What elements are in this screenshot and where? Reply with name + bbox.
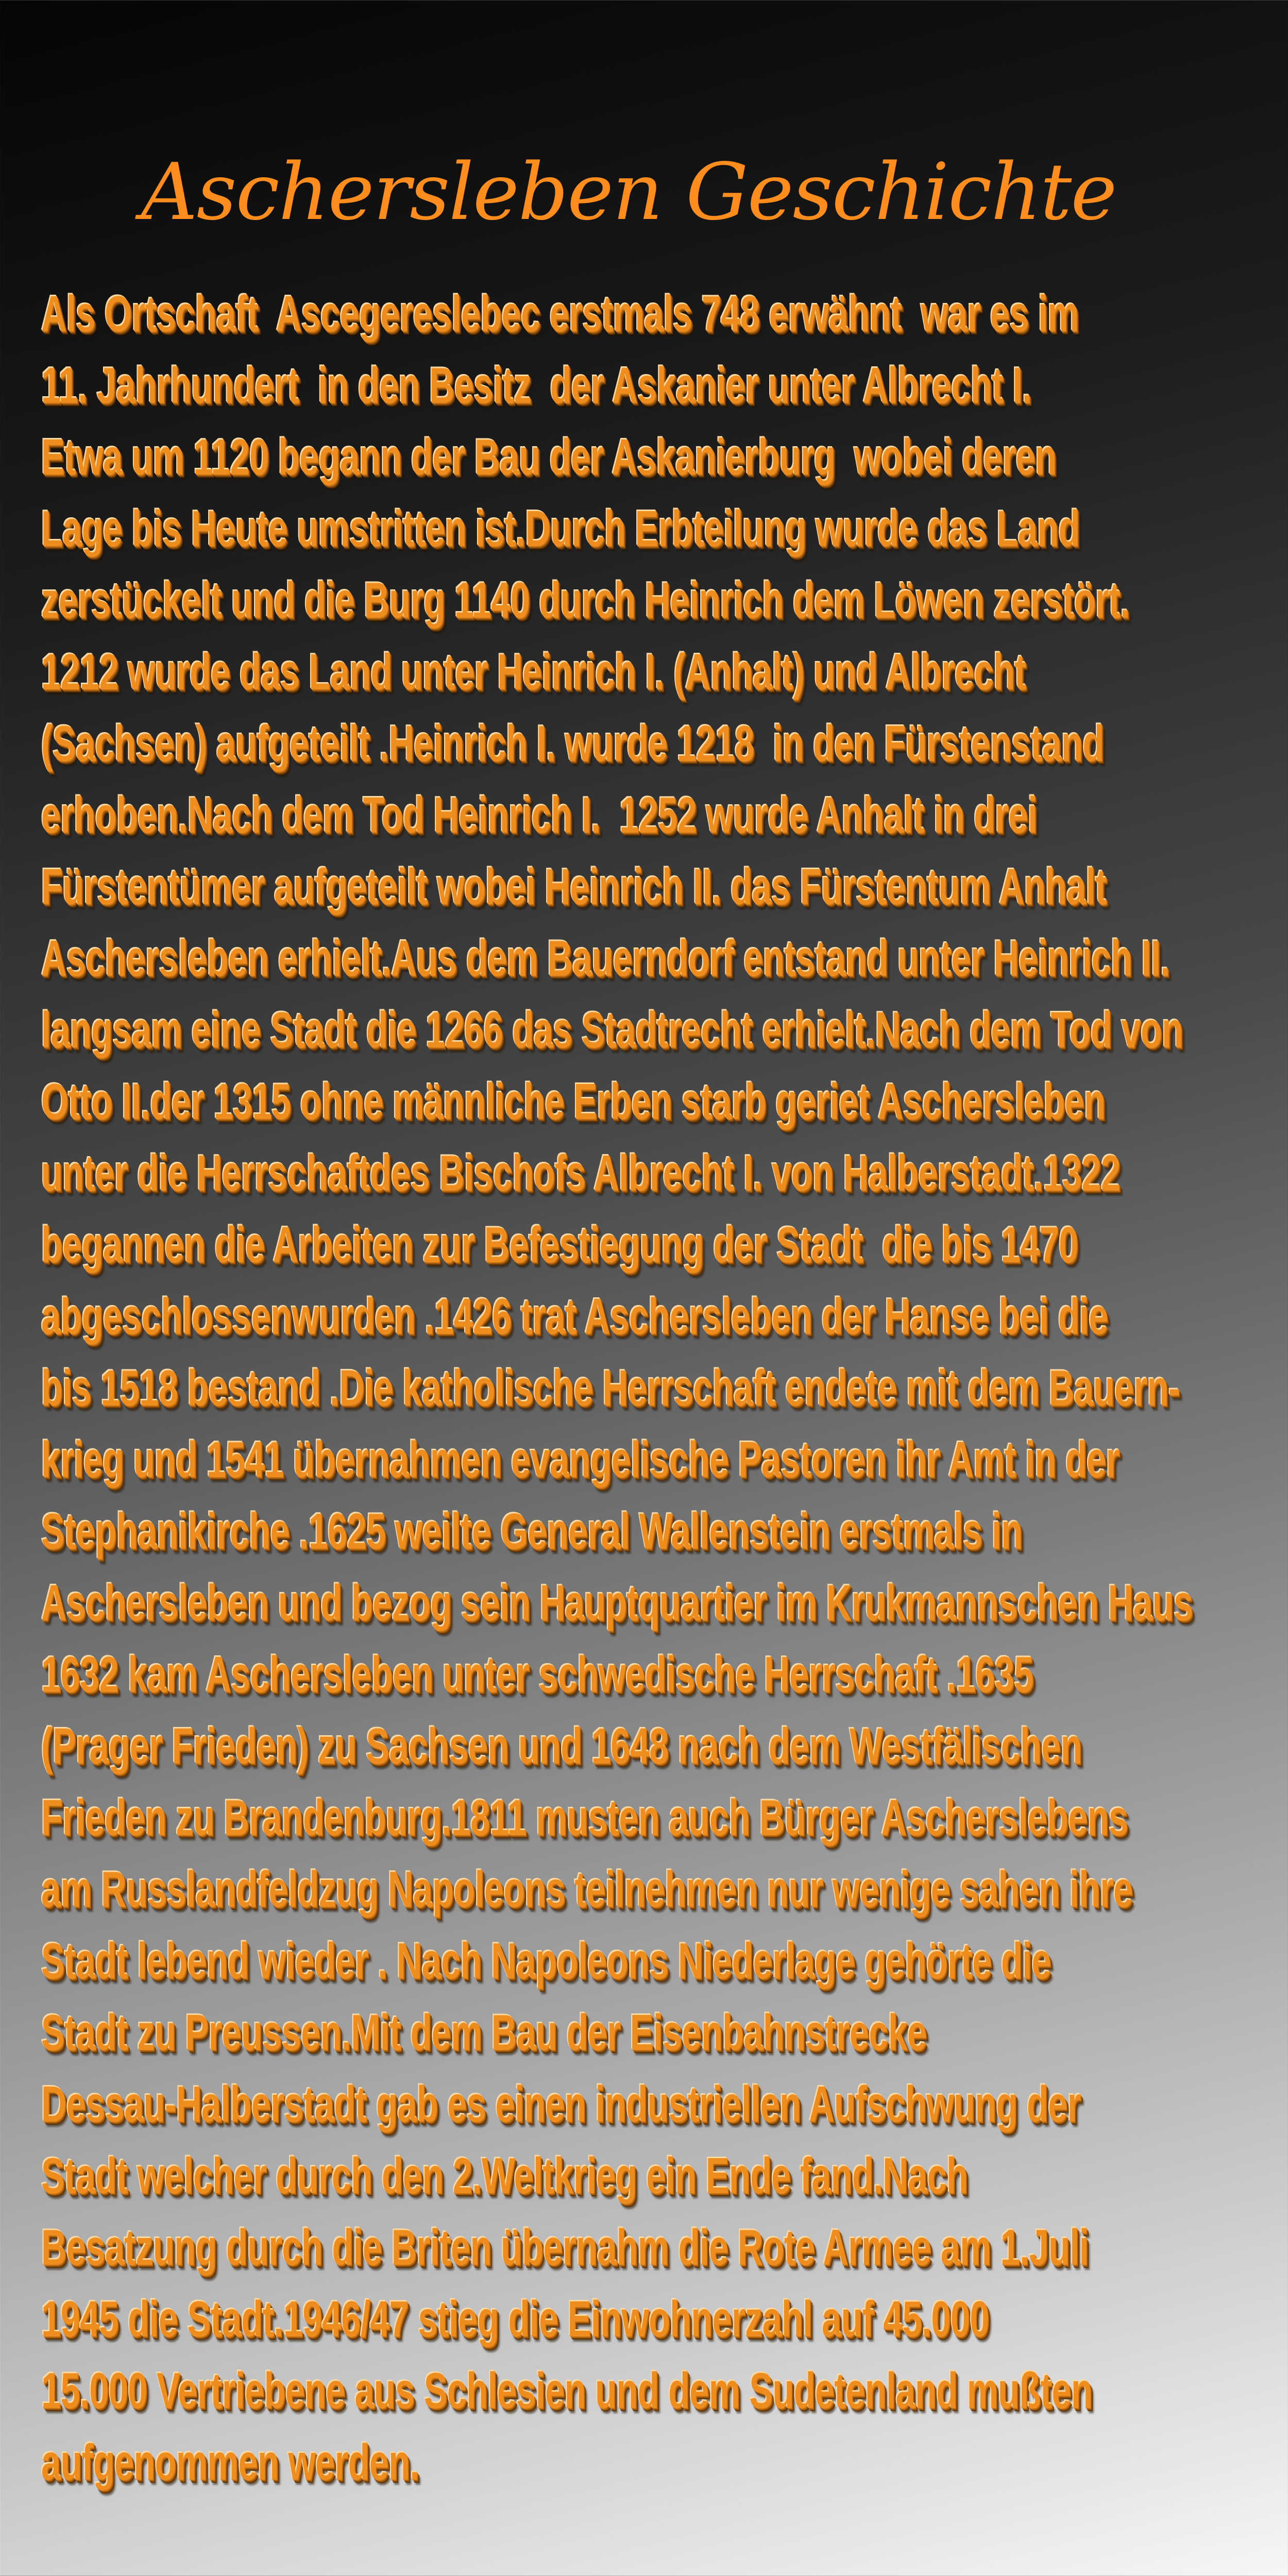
text-line: Stadt zu Preussen.Mit dem Bau der Eisenbahnstrecke <box>41 2004 927 2061</box>
history-text <box>41 278 1288 2498</box>
text-line: bis 1518 bestand .Die katholische Herrschaft endete mit dem Bauern- <box>41 1360 1180 1416</box>
text-line: Stephanikirche .1625 weilte General Wallenstein erstmals in <box>41 1503 1023 1560</box>
text-line: Aschersleben und bezog sein Hauptquartier im Krukmannschen Haus <box>41 1574 1193 1631</box>
text-line: 11. Jahrhundert in den Besitz der Askanier unter Albrecht I. <box>41 357 1032 414</box>
text-line: zerstückelt und die Burg 1140 durch Heinrich dem Löwen zerstört. <box>41 572 1130 629</box>
text-line: Stadt welcher durch den 2.Weltkrieg ein Ende fand.Nach <box>41 2147 968 2204</box>
text-line: 15.000 Vertriebene aus Schlesien und dem Sudetenland mußten <box>41 2362 1093 2419</box>
text-line: Otto II.der 1315 ohne männliche Erben starb geriet Aschersleben <box>41 1073 1106 1130</box>
text-line: Aschersleben erhielt.Aus dem Bauerndorf entstand unter Heinrich II. <box>41 930 1170 987</box>
text-line: Dessau-Halberstadt gab es einen industriellen Aufschwung der <box>41 2076 1081 2132</box>
text-line: Frieden zu Brandenburg.1811 musten auch Bürger Ascherslebens <box>41 1789 1128 1846</box>
text-line: Etwa um 1120 begann der Bau der Askanierburg wobei deren <box>41 429 1057 485</box>
page-title: Aschersleben Geschichte <box>141 146 1116 238</box>
text-line: 1632 kam Aschersleben unter schwedische Herrschaft .1635 <box>41 1646 1033 1703</box>
text-line: aufgenommen werden. <box>41 2434 419 2490</box>
text-line: Fürstentümer aufgeteilt wobei Heinrich II. das Fürstentum Anhalt <box>41 858 1107 915</box>
text-line: Lage bis Heute umstritten ist.Durch Erbteilung wurde das Land <box>41 500 1080 557</box>
text-line: (Sachsen) aufgeteilt .Heinrich I. wurde 1218 in den Fürstenstand <box>41 715 1104 772</box>
text-line: begannen die Arbeiten zur Befestiegung der Stadt die bis 1470 <box>41 1216 1078 1273</box>
text-line: krieg und 1541 übernahmen evangelische Pastoren ihr Amt in der <box>41 1431 1120 1488</box>
text-line: Als Ortschaft Ascegereslebec erstmals 748 erwähnt war es im <box>41 285 1079 342</box>
text-line: erhoben.Nach dem Tod Heinrich I. 1252 wurde Anhalt in drei <box>41 787 1038 843</box>
text-line: Besatzung durch die Briten übernahm die Rote Armee am 1.Juli <box>41 2219 1089 2276</box>
text-line: 1945 die Stadt.1946/47 stieg die Einwohnerzahl auf 45.000 <box>41 2291 989 2347</box>
text-line: abgeschlossenwurden .1426 trat Aschersleben der Hanse bei die <box>41 1288 1108 1345</box>
text-line: (Prager Frieden) zu Sachsen und 1648 nach dem Westfälischen <box>41 1718 1082 1774</box>
text-line: unter die Herrschaftdes Bischofs Albrecht I. von Halberstadt.1322 <box>41 1145 1121 1201</box>
text-line: am Russlandfeldzug Napoleons teilnehmen nur wenige sahen ihre <box>41 1861 1133 1918</box>
text-line: Stadt lebend wieder . Nach Napoleons Niederlage gehörte die <box>41 1933 1051 1989</box>
text-line: langsam eine Stadt die 1266 das Stadtrecht erhielt.Nach dem Tod von <box>41 1002 1183 1058</box>
text-line: 1212 wurde das Land unter Heinrich I. (Anhalt) und Albrecht <box>41 643 1026 700</box>
